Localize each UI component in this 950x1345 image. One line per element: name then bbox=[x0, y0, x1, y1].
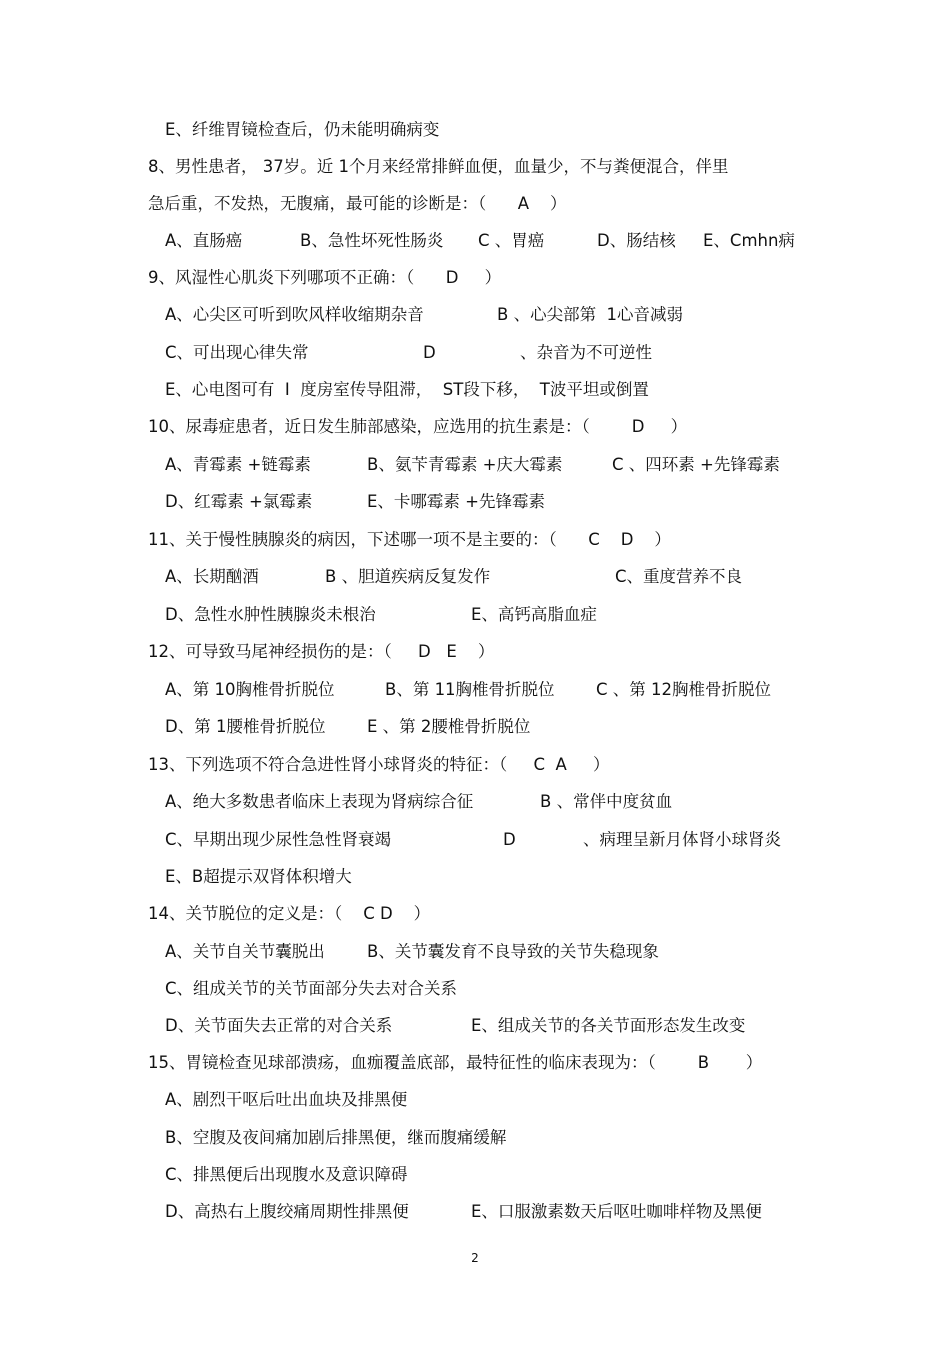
text-segment: A、直肠癌 bbox=[165, 231, 243, 250]
text-segment: E、Cmhn病 bbox=[703, 231, 795, 250]
text-segment: A、心尖区可听到吹风样收缩期杂音 bbox=[165, 305, 424, 324]
text-segment: A、绝大多数患者临床上表现为肾病综合征 bbox=[165, 792, 474, 811]
text-segment: E、口服激素数天后呕吐咖啡样物及黑便 bbox=[471, 1202, 762, 1221]
text-segment: B、氨苄青霉素 +庆大霉素 bbox=[367, 455, 563, 474]
text-segment: E、卡哪霉素 +先锋霉素 bbox=[367, 492, 545, 511]
text-segment: A、关节自关节囊脱出 bbox=[165, 942, 325, 961]
text-segment: B 、常伴中度贫血 bbox=[540, 792, 673, 811]
text-segment: C 、四环素 +先锋霉素 bbox=[612, 455, 780, 474]
text-segment: D、关节面失去正常的对合关系 bbox=[165, 1016, 393, 1035]
text-segment: 15、胃镜检查见球部溃疡，血痂覆盖底部，最特征性的临床表现为：（ B ） bbox=[148, 1053, 763, 1072]
page-number: 2 bbox=[471, 1251, 479, 1265]
text-segment: D、高热右上腹绞痛周期性排黑便 bbox=[165, 1202, 409, 1221]
text-segment: C、早期出现少尿性急性肾衰竭 bbox=[165, 830, 392, 849]
text-segment: B、第 11胸椎骨折脱位 bbox=[385, 680, 555, 699]
text-segment: B、关节囊发育不良导致的关节失稳现象 bbox=[367, 942, 659, 961]
text-segment: E、组成关节的各关节面形态发生改变 bbox=[471, 1016, 746, 1035]
text-segment: D bbox=[423, 343, 436, 362]
text-segment: A、青霉素 +链霉素 bbox=[165, 455, 311, 474]
text-segment: B 、胆道疾病反复发作 bbox=[325, 567, 491, 586]
text-segment: D bbox=[503, 830, 516, 849]
text-segment: E、纤维胃镜检查后，仍未能明确病变 bbox=[165, 120, 440, 139]
text-segment: E、高钙高脂血症 bbox=[471, 605, 597, 624]
text-segment: A、第 10胸椎骨折脱位 bbox=[165, 680, 335, 699]
text-segment: C、排黑便后出现腹水及意识障碍 bbox=[165, 1165, 408, 1184]
text-segment: B、空腹及夜间痛加剧后排黑便，继而腹痛缓解 bbox=[165, 1128, 507, 1147]
text-segment: 13、下列选项不符合急进性肾小球肾炎的特征：（ C A ） bbox=[148, 755, 610, 774]
text-segment: C、重度营养不良 bbox=[615, 567, 743, 586]
text-segment: 12、可导致马尾神经损伤的是：（ D E ） bbox=[148, 642, 495, 661]
text-segment: C、组成关节的关节面部分失去对合关系 bbox=[165, 979, 458, 998]
text-segment: C、可出现心律失常 bbox=[165, 343, 309, 362]
text-segment: D、红霉素 +氯霉素 bbox=[165, 492, 313, 511]
text-segment: 8、男性患者， 37岁。近 1个月来经常排鲜血便，血量少，不与粪便混合，伴里 bbox=[148, 157, 729, 176]
text-segment: 9、风湿性心肌炎下列哪项不正确：（ D ） bbox=[148, 268, 502, 287]
text-segment: A、长期酗酒 bbox=[165, 567, 259, 586]
text-segment: E、B超提示双肾体积增大 bbox=[165, 867, 352, 886]
text-segment: C 、胃癌 bbox=[478, 231, 545, 250]
text-segment: 11、关于慢性胰腺炎的病因，下述哪一项不是主要的：（ C D ） bbox=[148, 530, 671, 549]
text-segment: D、肠结核 bbox=[597, 231, 676, 250]
text-segment: 14、关节脱位的定义是：（ C D ） bbox=[148, 904, 431, 923]
text-segment: 急后重，不发热，无腹痛，最可能的诊断是：（ A ） bbox=[148, 194, 567, 213]
text-segment: E、心电图可有 I 度房室传导阻滞， ST段下移， T波平坦或倒置 bbox=[165, 380, 649, 399]
text-segment: D、第 1腰椎骨折脱位 bbox=[165, 717, 326, 736]
text-segment: D、急性水肿性胰腺炎未根治 bbox=[165, 605, 376, 624]
text-segment: C 、第 12胸椎骨折脱位 bbox=[596, 680, 772, 699]
text-segment: 10、尿毒症患者，近日发生肺部感染，应选用的抗生素是：（ D ） bbox=[148, 417, 688, 436]
text-segment: E 、第 2腰椎骨折脱位 bbox=[367, 717, 531, 736]
text-segment: 、病理呈新月体肾小球肾炎 bbox=[583, 830, 781, 849]
text-segment: B 、心尖部第 1心音减弱 bbox=[497, 305, 684, 324]
text-segment: A、剧烈干呕后吐出血块及排黑便 bbox=[165, 1090, 408, 1109]
text-segment: 、杂音为不可逆性 bbox=[520, 343, 652, 362]
text-segment: B、急性坏死性肠炎 bbox=[300, 231, 444, 250]
